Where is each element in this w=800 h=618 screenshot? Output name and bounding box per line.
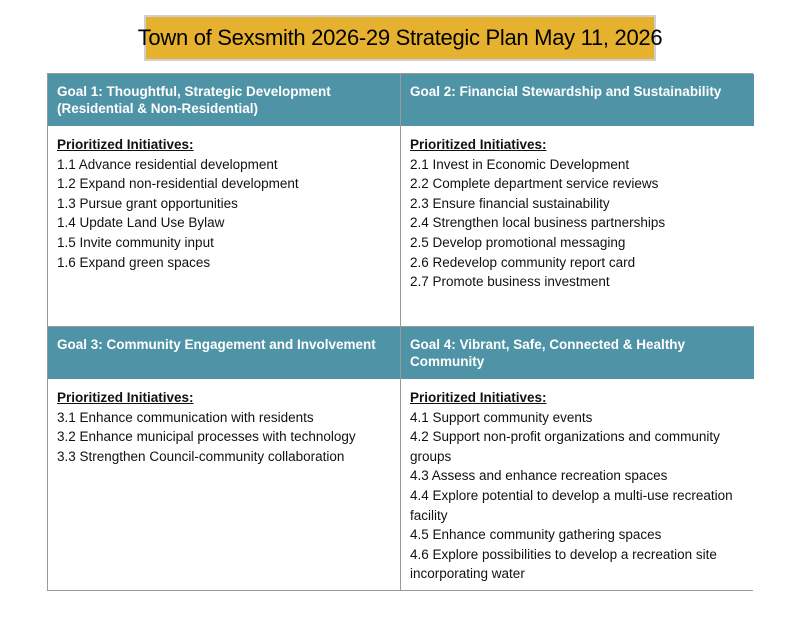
initiative-item: 1.3 Pursue grant opportunities: [57, 195, 238, 211]
initiative-item: 4.5 Enhance community gathering spaces: [410, 527, 662, 543]
initiative-item: 2.5 Develop promotional messaging: [410, 234, 626, 250]
goal-1-heading: Goal 1: Thoughtful, Strategic Development (Residential & Non-Residential): [48, 74, 401, 126]
goal-4-body: [401, 379, 754, 590]
initiative-item: 3.3 Strengthen Council-community collaboration: [57, 448, 345, 464]
initiative-item: 4.4 Explore potential to develop a multi-use recreation facility: [410, 487, 733, 523]
initiative-item: 3.2 Enhance municipal processes with technology: [57, 429, 356, 445]
goal-1-subheading: Prioritized Initiatives:: [57, 137, 194, 152]
initiative-item: 4.1 Support community events: [410, 409, 593, 425]
initiative-item: 2.4 Strengthen local business partnerships: [410, 215, 666, 231]
goal-4-subheading: Prioritized Initiatives:: [410, 390, 547, 405]
initiative-item: 1.1 Advance residential development: [57, 156, 278, 172]
initiative-item: 1.4 Update Land Use Bylaw: [57, 215, 225, 231]
initiative-item: 2.3 Ensure financial sustainability: [410, 195, 610, 211]
initiative-item: 3.1 Enhance communication with residents: [57, 409, 314, 425]
initiative-item: 2.2 Complete department service reviews: [410, 176, 659, 192]
goal-3-body: [48, 379, 401, 590]
initiative-item: 2.6 Redevelop community report card: [410, 254, 636, 270]
initiative-item: 4.6 Explore possibilities to develop a recreation site incorporating water: [410, 546, 717, 582]
goal-1-body: [48, 126, 401, 327]
initiative-item: 1.2 Expand non-residential development: [57, 176, 299, 192]
initiative-item: 1.6 Expand green spaces: [57, 254, 211, 270]
goal-3-heading: Goal 3: Community Engagement and Involvement: [48, 327, 401, 379]
goals-table: [47, 73, 753, 591]
page-title: Town of Sexsmith 2026-29 Strategic Plan May 11, 2026: [137, 25, 663, 50]
goal-4-heading: Goal 4: Vibrant, Safe, Connected & Healthy Community: [401, 327, 754, 379]
goal-2-subheading: Prioritized Initiatives:: [410, 137, 547, 152]
title-banner: [137, 15, 663, 61]
goal-3-subheading: Prioritized Initiatives:: [57, 390, 194, 405]
initiative-item: 2.1 Invest in Economic Development: [410, 156, 630, 172]
initiative-item: 1.5 Invite community input: [57, 234, 214, 250]
initiative-item: 2.7 Promote business investment: [410, 274, 610, 290]
goal-2-body: [401, 126, 754, 327]
goal-2-heading: Goal 2: Financial Stewardship and Sustainability: [401, 74, 754, 126]
initiative-item: 4.2 Support non-profit organizations and community groups: [410, 429, 720, 464]
initiative-item: 4.3 Assess and enhance recreation spaces: [410, 468, 668, 484]
